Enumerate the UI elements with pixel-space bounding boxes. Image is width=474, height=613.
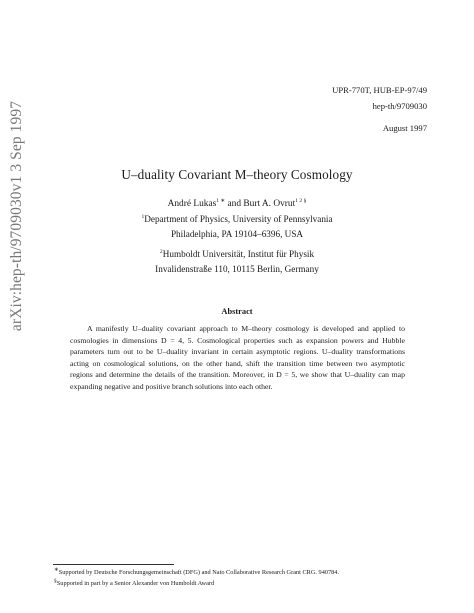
abstract-heading: Abstract [221,307,253,316]
abstract-body [70,323,405,393]
report-numbers [332,83,427,114]
footnote-text: Supported in part by a Senior Alexander von Humboldt Award [56,580,215,587]
footnote [54,567,434,578]
footnote [54,578,434,589]
affiliation-line [0,212,474,227]
affiliation-address: Philadelphia, PA 19104–6396, USA [170,228,304,239]
affiliation-block [0,212,474,241]
author-name: Burt A. Ovrut [243,199,296,209]
author-name: André Lukas [167,199,217,209]
footnote-mark: § [54,577,57,584]
report-number-primary: UPR-770T, HUB-EP-97/49 [332,85,427,95]
affiliation-mark: 2 [159,248,163,255]
author-line [0,199,474,209]
footnote-divider [53,564,174,565]
paper-title: U–duality Covariant M–theory Cosmology [121,167,353,182]
footnote-mark: ∗ [54,566,59,573]
author-affiliation-marks: 1 2 § [295,197,307,204]
author-conjunction: and [227,199,242,209]
affiliation-department: Humboldt Universität, Institut für Physik [162,249,315,259]
author-affiliation-marks: 1 ∗ [216,197,226,204]
affiliation-line [0,247,474,262]
footnote-text: Supported by Deutsche Forschungsgemeinschaft (DFG) and Nato Collaborative Research Grant CRG. 940784. [58,569,340,576]
affiliation-mark: 1 [141,213,145,220]
affiliation-address: Invalidenstraße 110, 10115 Berlin, Germany [155,263,319,274]
abstract-text: A manifestly U–duality covariant approach to M–theory cosmology is developed and applied to cosmologies in dimensions D = 4, 5. Cosmological properties such as expansion powers and Hubble parameters turn out to be U–duality invariant in certain asymptotic regions. U–duality transformations acting on cosmological solutions, on the other hand, shift the transition time between two asymptotic regions and determine the details of the transition. Moreover, in D = 5, we show that U–duality can map expanding negative and positive branch solutions into each other. [70,324,405,391]
footnotes [54,567,434,589]
arxiv-identifier-text: arXiv:hep-th/9709030v1 3 Sep 1997 [8,100,25,332]
affiliation-department: Department of Physics, University of Pennsylvania [144,214,333,224]
paper-date: August 1997 [382,123,427,133]
report-number-arxiv: hep-th/9709030 [372,100,427,111]
affiliation-block [0,247,474,276]
